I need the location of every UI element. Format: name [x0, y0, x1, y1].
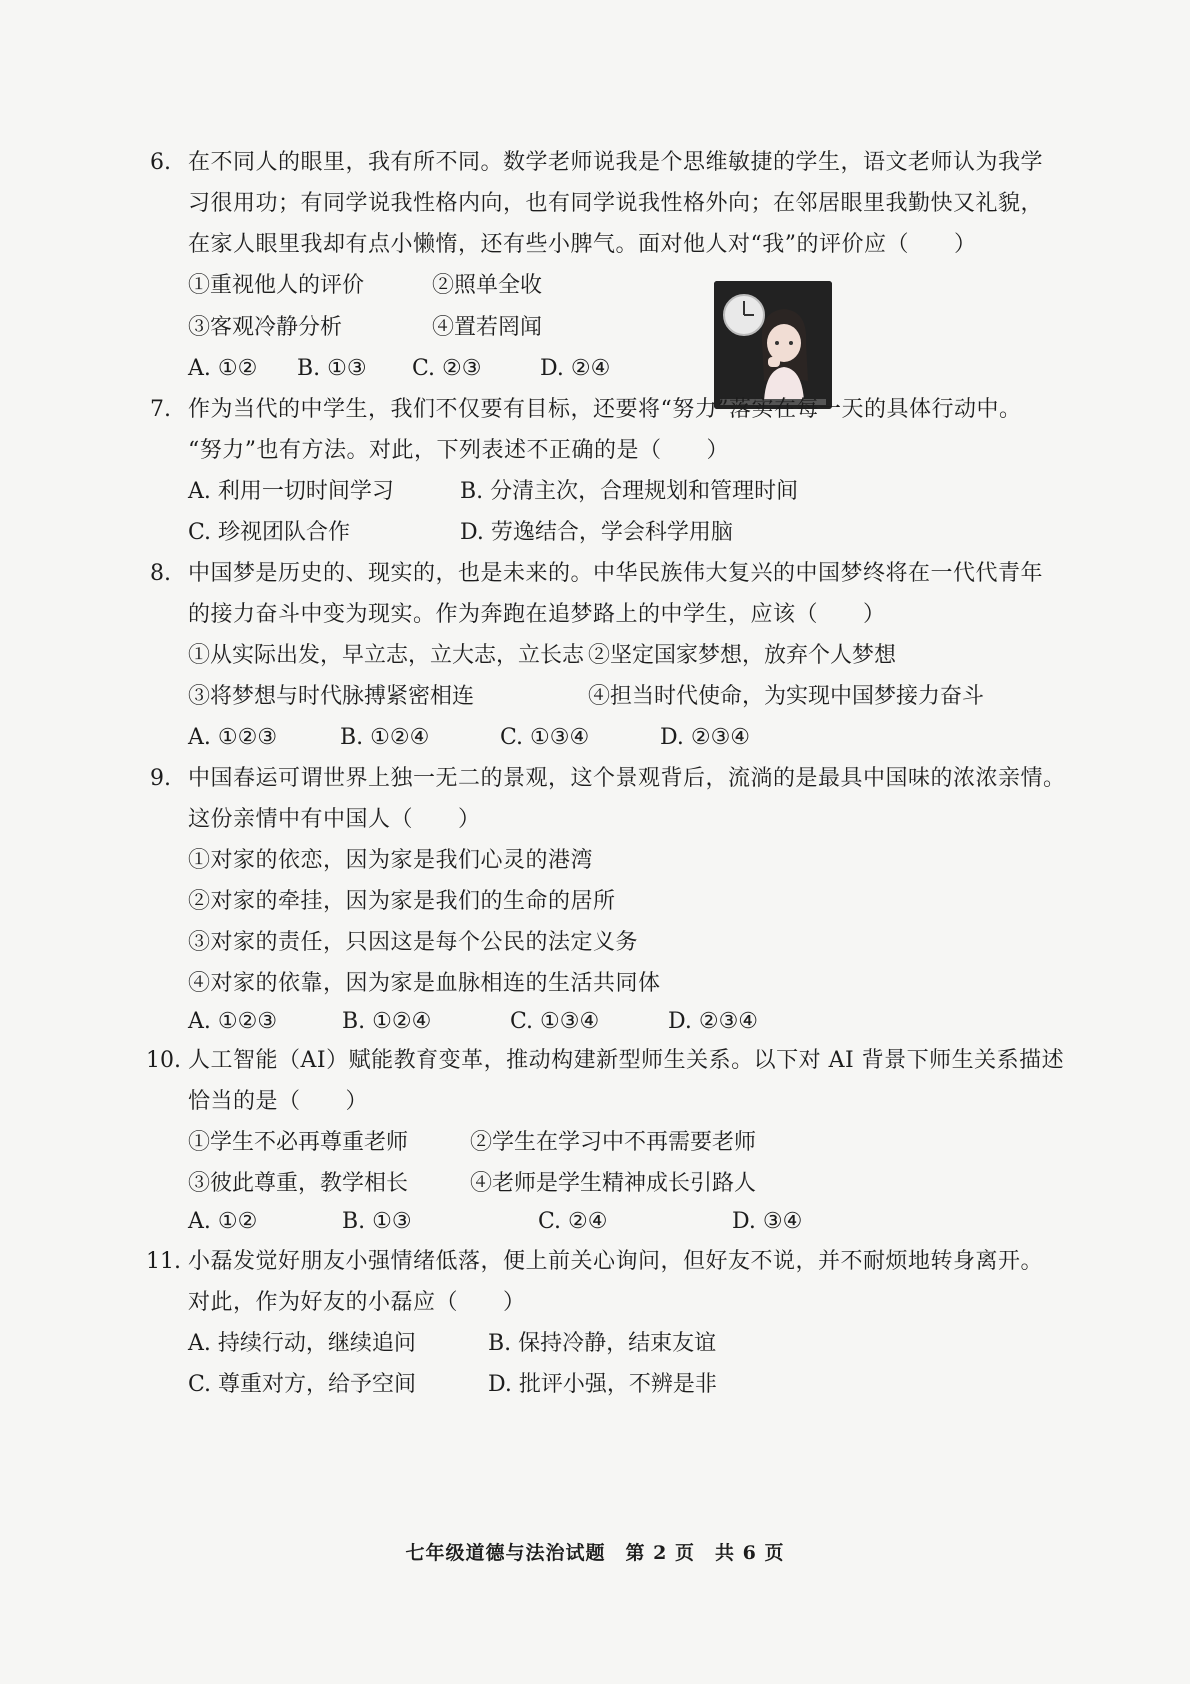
choice-b: B. ①②④ [340, 725, 430, 750]
question-text-line: 小磊发觉好朋友小强情绪低落，便上前关心询问，但好友不说，并不耐烦地转身离开。 [188, 1249, 1044, 1274]
statement-item: ③彼此尊重，教学相长 [188, 1171, 409, 1196]
statement-item: ②照单全收 [432, 273, 543, 298]
choice-a: A. 利用一切时间学习 [188, 479, 394, 504]
choice-a: A. ①②③ [188, 1009, 278, 1034]
choice-c: C. ②④ [538, 1209, 608, 1234]
choice-b: B. ①②④ [342, 1009, 432, 1034]
question-text-line: 在不同人的眼里，我有所不同。数学老师说我是个思维敏捷的学生，语文老师认为我学 [188, 150, 1044, 175]
clock-girl-icon [714, 281, 832, 409]
statement-item: ①从实际出发，早立志，立大志，立长志 [188, 643, 585, 668]
choice-c: C. ②③ [412, 356, 482, 381]
question-text-line: 的接力奋斗中变为现实。作为奔跑在追梦路上的中学生，应该（ ） [188, 602, 886, 627]
question-text-line: 中国梦是历史的、现实的，也是未来的。中华民族伟大复兴的中国梦终将在一代代青年 [188, 561, 1044, 586]
choice-b: B. 保持冷静，结束友谊 [488, 1331, 717, 1356]
question-text-line: 人工智能（AI）赋能教育变革，推动构建新型师生关系。以下对 AI 背景下师生关系描述 [188, 1048, 1065, 1073]
statement-item: ③对家的责任，只因这是每个公民的法定义务 [188, 930, 639, 955]
statement-item: ①重视他人的评价 [188, 273, 365, 298]
question-text-line: “努力”也有方法。对此，下列表述不正确的是（ ） [188, 438, 729, 463]
question-text-line: 这份亲情中有中国人（ ） [188, 807, 481, 832]
choice-d: D. 批评小强，不辨是非 [488, 1372, 717, 1397]
question-text-line: 恰当的是（ ） [188, 1089, 369, 1114]
statement-item: ①对家的依恋，因为家是我们心灵的港湾 [188, 848, 594, 873]
choice-d: D. ③④ [732, 1209, 803, 1234]
page-footer: 七年级道德与法治试题 第 2 页 共 6 页 [405, 1542, 785, 1564]
choice-b: B. ①③ [342, 1209, 412, 1234]
statement-item: ②学生在学习中不再需要老师 [470, 1130, 757, 1155]
choice-b: B. 分清主次，合理规划和管理时间 [460, 479, 799, 504]
question-text-line: 习很用功；有同学说我性格内向，也有同学说我性格外向；在邻居眼里我勤快又礼貌， [188, 191, 1044, 216]
statement-item: ③将梦想与时代脉搏紧密相连 [188, 684, 475, 709]
question-number: 11. [146, 1249, 181, 1274]
choice-d: D. ②③④ [660, 725, 751, 750]
question-number: 9. [150, 766, 171, 791]
choice-c: C. ①③④ [510, 1009, 600, 1034]
statement-item: ④老师是学生精神成长引路人 [470, 1171, 757, 1196]
choice-a: A. ①② [188, 1209, 258, 1234]
question-number: 7. [150, 397, 171, 422]
choice-a: A. ①②③ [188, 725, 278, 750]
statement-item: ④置若罔闻 [432, 315, 543, 340]
choice-a: A. ①② [188, 356, 258, 381]
choice-c: C. 尊重对方，给予空间 [188, 1372, 417, 1397]
statement-item: ④对家的依靠，因为家是血脉相连的生活共同体 [188, 971, 661, 996]
statement-item: ②坚定国家梦想，放弃个人梦想 [588, 643, 897, 668]
question-number: 10. [146, 1048, 181, 1073]
choice-c: C. 珍视团队合作 [188, 520, 351, 545]
statement-item: ④担当时代使命，为实现中国梦接力奋斗 [588, 684, 985, 709]
question-text-line: 作为当代的中学生，我们不仅要有目标，还要将“努力”落实在每一天的具体行动中。 [188, 397, 1022, 422]
question-text-line: 在家人眼里我却有点小懒惰，还有些小脾气。面对他人对“我”的评价应（ ） [188, 232, 977, 257]
choice-d: D. ②④ [540, 356, 611, 381]
choice-d: D. ②③④ [668, 1009, 759, 1034]
choice-a: A. 持续行动，继续追问 [188, 1331, 416, 1356]
question-number: 6. [150, 150, 171, 175]
question-text-line: 中国春运可谓世界上独一无二的景观，这个景观背后，流淌的是最具中国味的浓浓亲情。 [188, 766, 1066, 791]
statement-item: ②对家的牵挂，因为家是我们的生命的居所 [188, 889, 616, 914]
question-text-line: 对此，作为好友的小磊应（ ） [188, 1290, 526, 1315]
choice-b: B. ①③ [297, 356, 367, 381]
question-number: 8. [150, 561, 171, 586]
statement-item: ③客观冷静分析 [188, 315, 343, 340]
thinking-girl-illustration [714, 281, 832, 409]
choice-c: C. ①③④ [500, 725, 590, 750]
choice-d: D. 劳逸结合，学会科学用脑 [460, 520, 733, 545]
statement-item: ①学生不必再尊重老师 [188, 1130, 409, 1155]
